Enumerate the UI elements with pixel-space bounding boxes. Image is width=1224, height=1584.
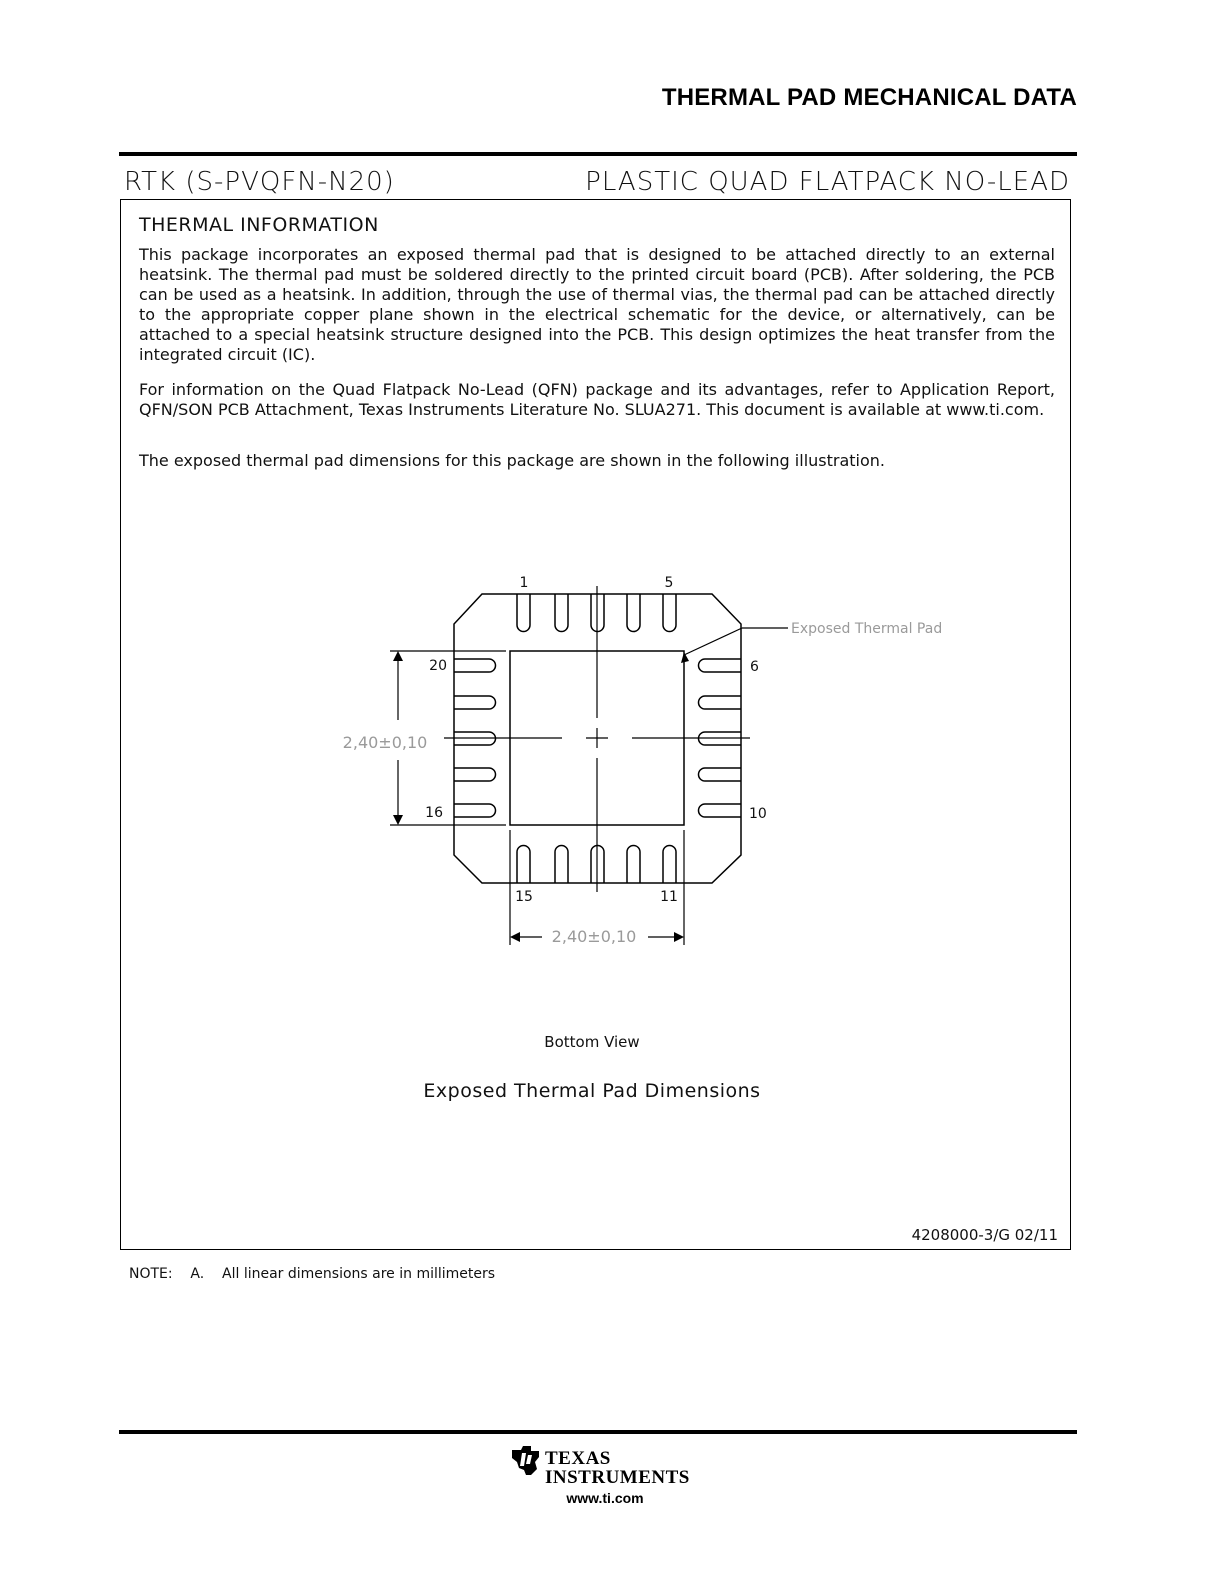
exposed-pad-callout: Exposed Thermal Pad: [791, 621, 943, 637]
qfn-reference-paragraph: For information on the Quad Flatpack No-Lead (QFN) package and its advantages, refer to Application Report, QFN/SON PCB Attachment, Texas Instruments Literature No. SLUA271. This document is available at www.ti.com.: [139, 380, 1055, 419]
centerlines: [444, 586, 750, 892]
pin-right-10: [699, 804, 742, 817]
pin-label-1: 1: [519, 575, 529, 591]
package-type: PLASTIC QUAD FLATPACK NO-LEAD: [585, 167, 1070, 197]
callout-leader: [684, 628, 788, 655]
pin-top-4: [627, 594, 640, 632]
dim-arrow-down: [393, 815, 403, 825]
document-number: 4208000-3/G 02/11: [911, 1226, 1058, 1244]
footer-rule: [119, 1430, 1077, 1434]
pin-right-7: [699, 696, 742, 709]
note-text: All linear dimensions are in millimeters: [222, 1266, 496, 1282]
pin-bottom-15: [517, 846, 530, 883]
note-letter: A.: [190, 1266, 205, 1282]
view-label: Bottom View: [544, 1033, 640, 1051]
page-header-title: THERMAL PAD MECHANICAL DATA: [661, 84, 1077, 111]
dim-arrow-right: [674, 932, 684, 942]
pin-right-6: [699, 659, 742, 672]
note: [129, 1266, 495, 1282]
pin-left-17: [454, 768, 496, 781]
brand-line-2: INSTRUMENTS: [545, 1467, 690, 1488]
pin-right-9: [699, 768, 742, 781]
dimension-horizontal-label: 2,40±0,10: [551, 927, 637, 946]
pin-label-6: 6: [750, 659, 759, 675]
pin-left-20: [454, 659, 496, 672]
pin-bottom-11: [663, 846, 676, 883]
footer-url[interactable]: www.ti.com: [566, 1490, 644, 1506]
section-title: THERMAL INFORMATION: [139, 214, 379, 236]
note-label: NOTE:: [129, 1266, 173, 1282]
brand-line-1: TEXAS: [545, 1448, 611, 1469]
pin-top-2: [555, 594, 568, 632]
dim-arrow-up: [393, 651, 403, 661]
pin-label-5: 5: [664, 575, 674, 591]
pin-label-15: 15: [515, 889, 533, 905]
pin-label-20: 20: [429, 658, 447, 674]
dim-arrow-left: [510, 932, 520, 942]
illustration-intro-paragraph: The exposed thermal pad dimensions for this package are shown in the following illustration.: [139, 451, 885, 470]
pin-top-5: [663, 594, 676, 632]
thermal-info-paragraph: This package incorporates an exposed thermal pad that is designed to be attached directly to an external heatsink. The thermal pad must be soldered directly to the printed circuit board (PCB). After soldering, the PCB can be used as a heatsink. In addition, through the use of thermal vias, the thermal pad can be attached directly to the appropriate copper plane shown in the electrical schematic for the device, or alternatively, can be attached to a special heatsink structure designed into the PCB. This design optimizes the heat transfer from the integrated circuit (IC).: [139, 245, 1055, 364]
pin-left-16: [454, 804, 496, 817]
pin-label-11: 11: [660, 889, 678, 905]
package-id: RTK (S-PVQFN-N20): [124, 167, 395, 197]
drawing-caption: Exposed Thermal Pad Dimensions: [423, 1080, 761, 1102]
pin-left-19: [454, 696, 496, 709]
pin-bottom-12: [627, 846, 640, 883]
dimension-vertical-label: 2,40±0,10: [342, 733, 428, 752]
ti-logo-icon: [509, 1442, 545, 1478]
pin-label-10: 10: [749, 806, 767, 822]
pin-bottom-14: [555, 846, 568, 883]
pin-top-1: [517, 594, 530, 632]
pin-label-16: 16: [425, 805, 443, 821]
